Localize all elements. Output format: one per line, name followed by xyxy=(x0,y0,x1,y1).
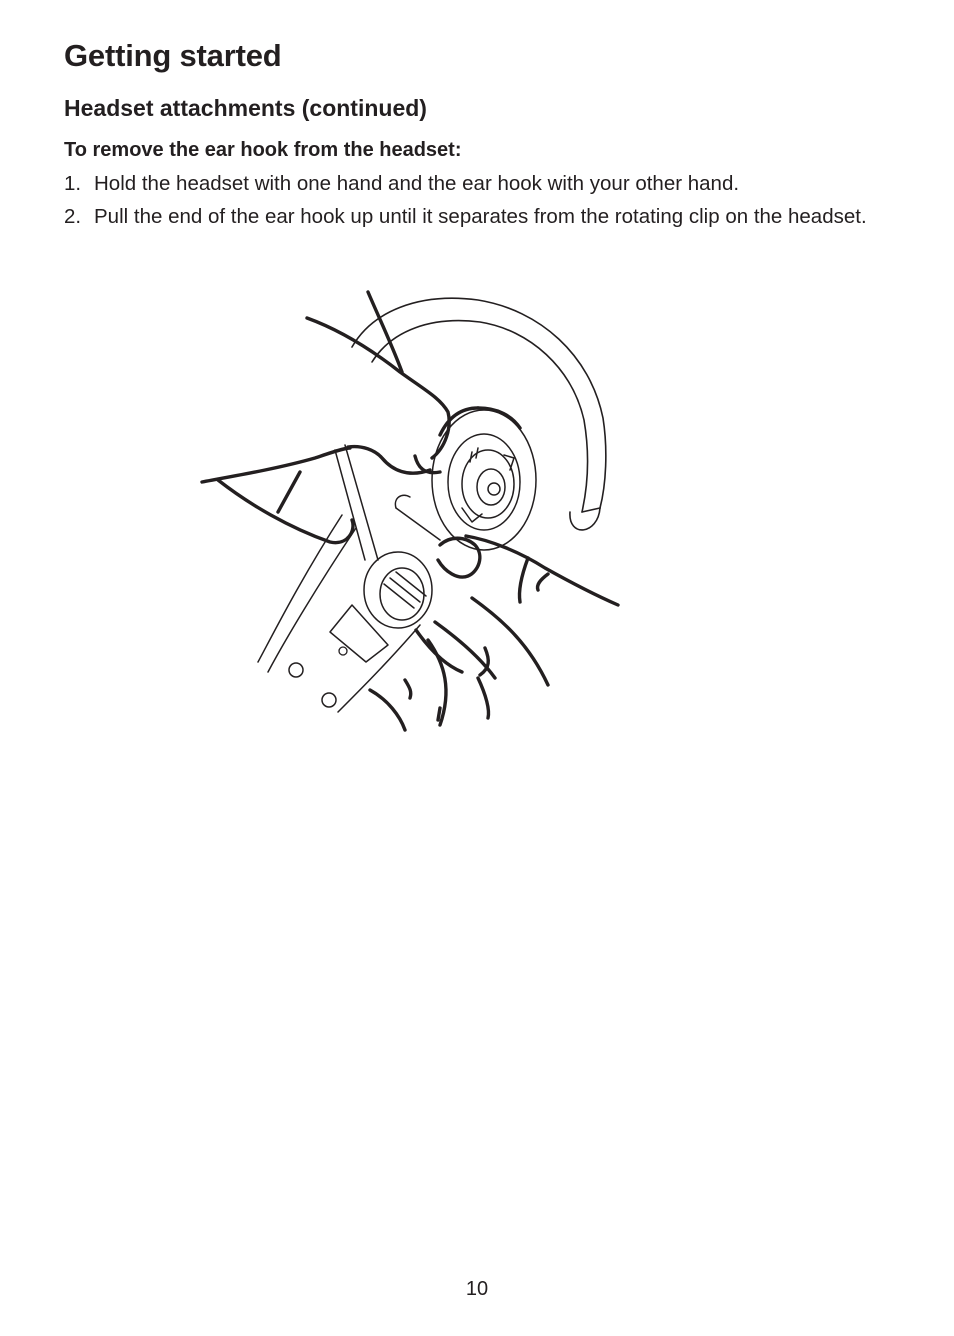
step-number: 2. xyxy=(64,205,82,228)
headset-hole xyxy=(339,647,347,655)
step-number: 1. xyxy=(64,172,82,195)
steps-list xyxy=(64,171,874,237)
step-text: Hold the headset with one hand and the ear hook with your other hand. xyxy=(94,172,740,195)
hand-holding-headset-ear-hook-illustration xyxy=(195,285,635,740)
step-text: Pull the end of the ear hook up until it separates from the rotating clip on the headset. xyxy=(94,205,867,228)
headset-hole xyxy=(322,693,336,707)
procedure-heading: To remove the ear hook from the headset: xyxy=(64,139,462,161)
step-item xyxy=(64,171,874,197)
headset-body xyxy=(258,445,440,712)
page-number: 10 xyxy=(465,1278,489,1300)
headset-hole xyxy=(289,663,303,677)
step-item xyxy=(64,204,874,230)
clip-wheel xyxy=(364,552,432,628)
section-title: Headset attachments (continued) xyxy=(64,95,427,121)
hand-outline xyxy=(202,292,618,730)
page-title: Getting started xyxy=(64,38,282,73)
